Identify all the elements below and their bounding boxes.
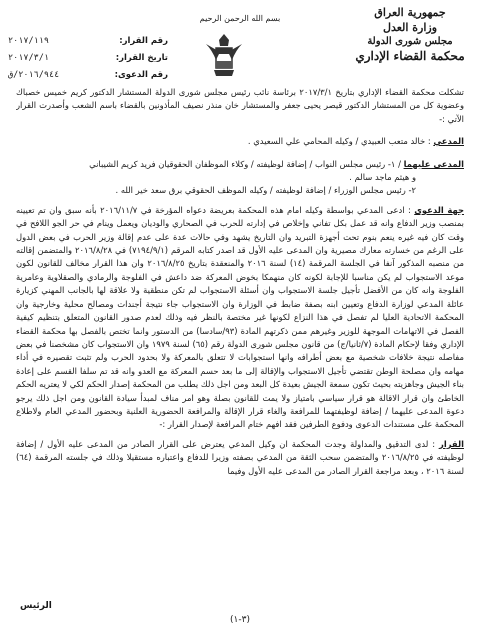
decision-text: : لدى التدقيق والمداولة وجدت المحكمة ان وكيل المدعي يعترض على القرار الصادر من المدعى عليه الأول / إضافة لوظيفته في ٢٠١٦/٨/٢٥ والمتضمن سحب الثقة من المدعي بصفته وزيرا للدفاع واعتباره مستقيلا وذلك في جلسته المرقمة (٦٤) لسنة ٢٠١٦ ، وبعد مراجعة القرار الصادر من المدعى عليه الأول وفيما [16, 438, 464, 476]
case-meta [8, 32, 168, 83]
basmala: بسم الله الرحمن الرحيم [199, 14, 281, 23]
issuer-block [348, 6, 472, 63]
iraq-eagle-emblem-icon [202, 30, 246, 82]
decision-paragraph [16, 438, 464, 478]
case-number-label: رقم الدعوى: [114, 69, 168, 80]
republic-name: جمهورية العراق [374, 6, 446, 19]
plaintiff-text: : خالد متعب العبيدي / وكيله المحامي علي السعيدي . [247, 136, 431, 147]
defendant-second: ٢- رئيس مجلس الوزراء / إضافة لوظيفته / وكيله الموظف الحقوقي برق سعد خير الله . [115, 185, 416, 196]
defendants-line [16, 158, 464, 171]
page-number: (٣-١) [230, 615, 250, 625]
decision-date-row [8, 49, 168, 66]
case-number-value: ٢٠١٦/٩٤٤/ق [8, 69, 60, 80]
document-body [16, 86, 464, 597]
decision-date-value: ٢٠١٧/٣/١ [8, 52, 49, 63]
claim-paragraph [16, 204, 464, 432]
ministry-name: وزارة العدل [382, 21, 438, 34]
decision-label: القرار [439, 438, 464, 449]
claim-label: جهة الدعوى [414, 204, 464, 215]
decision-date-label: تاريخ القرار: [115, 52, 168, 63]
case-number-row [8, 66, 168, 83]
council-name: مجلس شورى الدولة [367, 36, 453, 47]
president-signature-label: الرئيس [20, 601, 52, 611]
decision-number-label: رقم القرار: [119, 35, 168, 46]
court-formation-paragraph: تشكلت محكمة القضاء الإداري بتاريخ ٢٠١٧/٣/١ برئاسة نائب رئيس مجلس شورى الدولة المستشار الدكتور كريم خميس خصباك وعضوية كل من المستشار الدكتور قيصر يحيى جعفر والمستشار خان منذر نصيف المأذونين بالقضاء باسم الشعب وأصدرت القرار الآتي :- [16, 87, 464, 124]
defendant-first: / ١- رئيس مجلس النواب / إضافة لوظيفته / وكلاء الموظفان الحقوقيان فريد كريم الشيباني [89, 158, 401, 169]
plaintiff-line [16, 135, 464, 148]
court-name: محكمة القضاء الإداري [355, 49, 465, 63]
decision-number-row [8, 32, 168, 49]
defendant-first-continued: و هيثم ماجد سالم . [349, 172, 416, 183]
claim-text: : ادعى المدعي بواسطة وكيله امام هذه المحكمة بعريضة دعواه المؤرخة في ٢٠١٦/١١/٧ بأنه سبق وان تم تعيينه بمنصب وزير الدفاع وانه قد عمل بكل تفاني وإخلاص في إدارته للحرب في الصحاري والوديان ويعمل وينام في حر الجو اللافح في وقت كان فيه غيره ينعم بنوم تحت أجهزة التبريد وان التاريخ يشهد وفي حالات عدة على عدم إقالة وزير الحرب في بعض الدول على الرغم من خسارته معارك مصيرية وان المدعى عليه الأول قد اصدر كتابه المرقم (٧١٩٤/٩/١) في ٢٠١٦/٨/٢٨ والمتضمن إقالته من منصبه المذكور آنفا في الجلسة المرقمة (١٤) لسنة ٢٠١٦ والمنعقدة بتاريخ ٢٠١٦/٨/٢٥ وان هذا القرار مخالف للقانون لكون موعد الاستجواب لم يكن مناسبا للإجابة لكونه كان منهمكا بخوض المعركة ضد داعش في الفلوجة والرمادي والصقلاوية وعامرية الفلوجة وانه كان من الأفضل تأجيل جلسة الاستجواب وان أسئلة الاستجواب لم تكن منطقية ولا علاقة لها بالجانب المهني كزيارة عائلة المدعي لوزارة الدفاع وتعيين ابنه بصفة ضابط في الوزارة وان الاستجواب جاء نتيجة أجندات ومصالح محلية وخارجية وان المحكمة الاتحادية العليا لم تفصل في هذا النزاع لكونها غير مختصة بالنظر فيه وذلك لعدم صدور القانون المتعلق بتنظيم كيفية الفصل في الاتهامات الموجهة للوزير وغيرهم ممن ذكرتهم المادة (٩٣/سادسا) من الدستور وانما تختص بالفصل بها محكمة القضاء الإداري وفقا لإحكام المادة (٧/ثانيا/ج) من قانون مجلس شورى الدولة رقم (٦٥) لسنة ١٩٧٩ وان الاستجواب كان مشخصنا في بعض مفاصله نتيجة خلافات شخصية مع بعض أطرافه وانها استجوابات لا تتعلق بالمعركة ولا بحدود الحرب ولم تثبت تقصيره في أداء مهامه وان مصلحة الوطن تقتضي تأجيل الاستجواب والإقالة إلى ما بعد حسم المعركة مع العدو وانه قد تم سلفا القسم على إعادة بناء الجيش وجاهزيته بحيث تكون سمعة الجيش بعيدة كل البعد ومن اجل ذلك يطلب من المحكمة إصدار الحكم لكي لا يعتريه الحكم الخاطئ وان قرار الاقالة هو قرار سياسي بامتياز ولا يمت للقانون بصلة وهو امر مناف لمبدأ سيادة القانون ومن اجل ذلك يرجو دعوة المدعى عليهما / إضافة لوظيفتهما للمرافعة والغاء قرار الإقالة والمرافعة الحضورية العلنية وبحضور المدعي العام ولاطلاع المحكمة على مستندات الدعوى ودفوع الطرفين فقد افهم ختام المرافعة لإصدار القرار :- [16, 204, 464, 430]
plaintiff-label: المدعي [433, 136, 464, 147]
decision-number-value: ٢٠١٧/١١٩ [8, 35, 49, 46]
defendants-label: المدعى عليهما [403, 158, 464, 169]
